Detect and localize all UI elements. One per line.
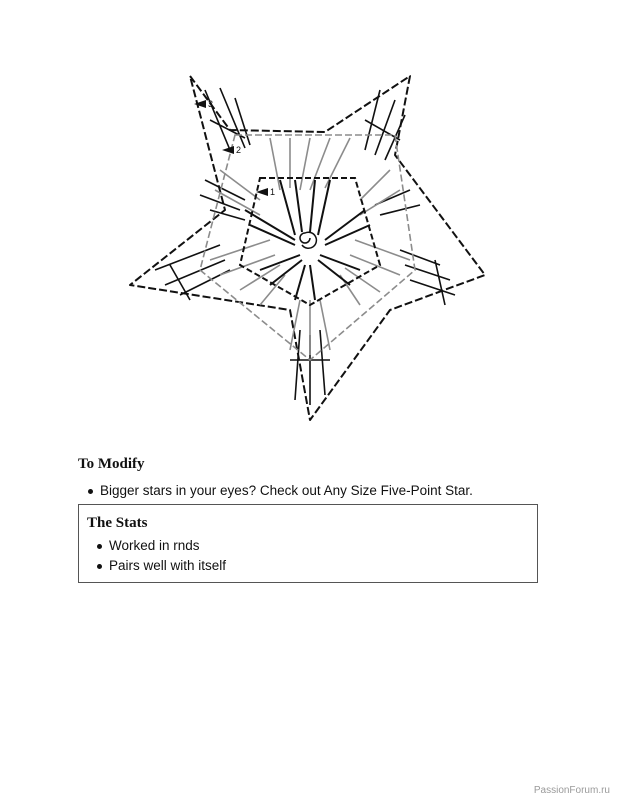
list-item: Worked in rnds <box>97 536 529 556</box>
to-modify-list <box>78 481 548 501</box>
to-modify-section <box>78 456 548 501</box>
stats-box <box>78 504 538 583</box>
round-1-label: 1 <box>270 187 276 197</box>
stats-heading: The Stats <box>87 515 148 531</box>
watermark: PassionForum.ru <box>533 785 610 796</box>
round-1-marker <box>256 187 275 197</box>
crochet-star-diagram <box>110 60 510 440</box>
magic-ring-icon <box>300 232 316 248</box>
to-modify-heading: To Modify <box>78 456 145 472</box>
list-item: Pairs well with itself <box>97 556 529 576</box>
round-3-label: 3 <box>208 99 214 109</box>
stats-list <box>87 536 529 576</box>
list-item: Bigger stars in your eyes? Check out Any Size Five-Point Star. <box>88 481 548 501</box>
round-2-label: 2 <box>236 145 242 155</box>
